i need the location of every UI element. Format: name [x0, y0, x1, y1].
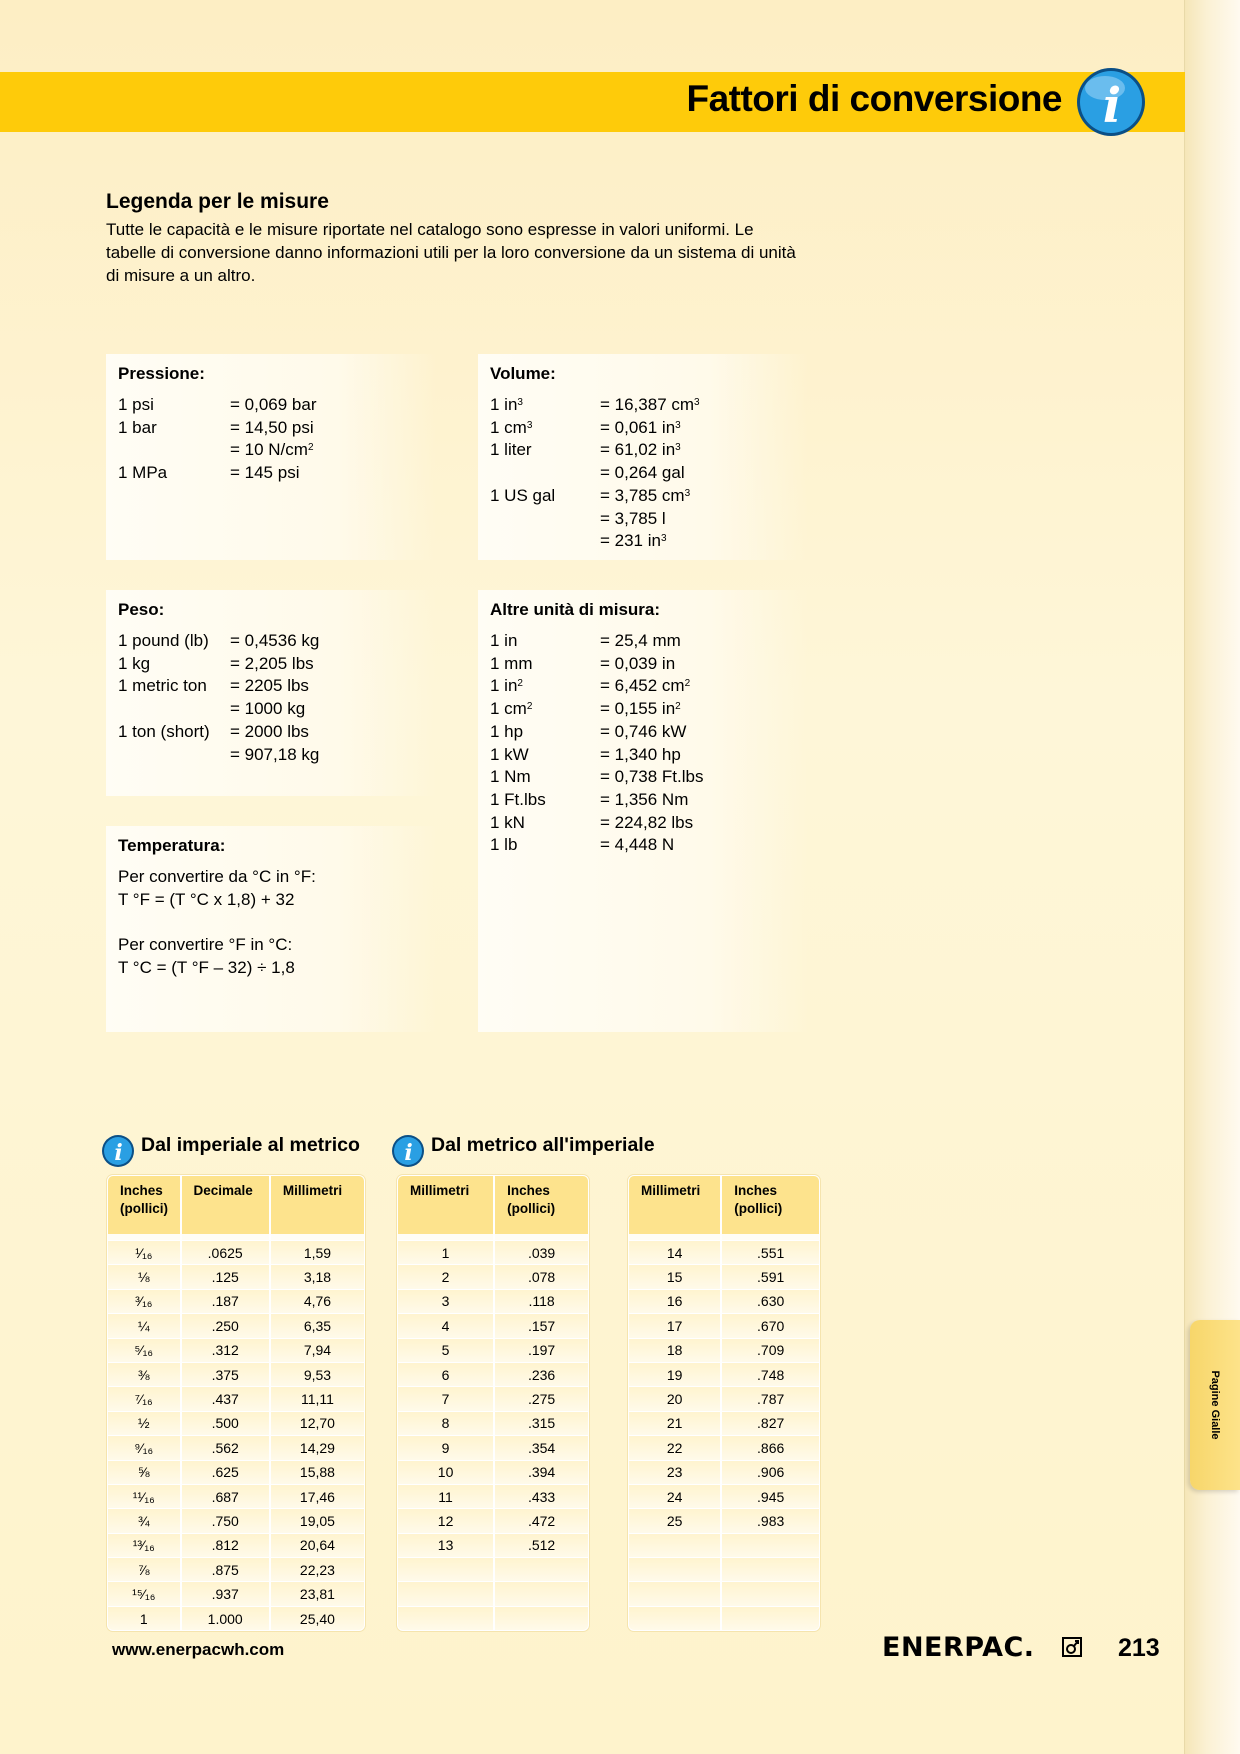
table-cell: 1.000: [182, 1606, 271, 1630]
table-cell: 18: [629, 1338, 722, 1362]
table-cell: 17,46: [271, 1484, 364, 1508]
unit-value: = 0,069 bar: [230, 395, 317, 414]
table-cell: .312: [182, 1338, 271, 1362]
table-cell: ¹¹⁄₁₆: [108, 1484, 182, 1508]
unit-value: = 3,785 $cm^3$: [600, 485, 691, 505]
volume-rows: [490, 394, 700, 553]
table-cell: 9: [398, 1435, 495, 1459]
table-cell: 7: [398, 1386, 495, 1410]
table-row: [108, 1581, 364, 1605]
unit-value: = 3,785 l: [600, 508, 666, 528]
unit-value: = 1,340 hp: [600, 744, 681, 764]
table-cell: .250: [182, 1313, 271, 1337]
table-cell: .591: [722, 1264, 819, 1288]
unit-label: 1 Nm: [490, 767, 531, 787]
table-cell: 24: [629, 1484, 722, 1508]
pressure-box: [106, 354, 436, 560]
table-cell: ³⁄₁₆: [108, 1289, 182, 1313]
conversion-row: [118, 394, 317, 417]
table-cell: ½: [108, 1411, 182, 1435]
table-row: [398, 1484, 588, 1508]
table-row: [629, 1338, 819, 1362]
table-cell: ⅞: [108, 1557, 182, 1581]
unit-value: = 0,746 kW: [600, 721, 687, 741]
table-cell: .039: [495, 1240, 588, 1264]
conversion-row: [490, 653, 703, 676]
table-cell: 8: [398, 1411, 495, 1435]
table-row: [108, 1338, 364, 1362]
table-row: [398, 1313, 588, 1337]
conversion-row: [118, 698, 319, 721]
pressure-title: Pressione:: [118, 364, 205, 383]
unit-value: = 2205 lbs: [230, 676, 309, 696]
conversion-row: [490, 698, 703, 721]
conversion-row: [490, 485, 700, 508]
table-cell: 23: [629, 1460, 722, 1484]
table-row: [629, 1313, 819, 1337]
conversion-row: [118, 721, 319, 744]
table-row: [629, 1289, 819, 1313]
table-cell: ⅛: [108, 1264, 182, 1288]
table-cell: ¹⁵⁄₁₆: [108, 1581, 182, 1605]
unit-value: = 145 psi: [230, 463, 300, 483]
table-cell: .437: [182, 1386, 271, 1410]
table-cell: .512: [495, 1533, 588, 1557]
table-row: [398, 1362, 588, 1386]
table-cell: 13: [398, 1533, 495, 1557]
conversion-row: [118, 744, 319, 767]
table-row: [108, 1484, 364, 1508]
table-row: [398, 1581, 588, 1605]
unit-label: 1 pound (lb): [118, 631, 209, 650]
side-tab[interactable]: [1190, 1320, 1240, 1490]
weight-rows: [118, 630, 319, 766]
unit-label: 1 liter: [490, 440, 532, 460]
volume-title: Volume:: [490, 364, 556, 383]
table-row: [108, 1313, 364, 1337]
table-row: [108, 1606, 364, 1630]
unit-label: 1 kg: [118, 653, 151, 673]
table-cell: .551: [722, 1240, 819, 1264]
table-cell: [722, 1606, 819, 1630]
page-number: 213: [1118, 1634, 1160, 1662]
table-cell: 11: [398, 1484, 495, 1508]
unit-label: [118, 744, 230, 767]
table-row: [398, 1606, 588, 1630]
table-cell: .078: [495, 1264, 588, 1288]
table-cell: .562: [182, 1435, 271, 1459]
table-row: [398, 1264, 588, 1288]
page-title: Fattori di conversione: [686, 78, 1062, 119]
unit-label: [118, 439, 230, 462]
table-cell: [722, 1557, 819, 1581]
table-cell: 19: [629, 1362, 722, 1386]
conversion-row: [490, 721, 703, 744]
table-cell: .118: [495, 1289, 588, 1313]
unit-value: = 10 $N/cm^2$: [230, 440, 314, 460]
table-row: [108, 1264, 364, 1288]
table-cell: 9,53: [271, 1362, 364, 1386]
table-row: [629, 1557, 819, 1581]
table-row: [398, 1289, 588, 1313]
unit-label: 1 lb: [490, 835, 518, 855]
table-row: [629, 1533, 819, 1557]
metric-to-imperial-table-1: [397, 1175, 589, 1631]
table-cell: .750: [182, 1508, 271, 1532]
table-cell: [629, 1581, 722, 1605]
conversion-row: [118, 675, 319, 698]
table-cell: .866: [722, 1435, 819, 1459]
unit-label: 1 $cm^3$: [490, 417, 533, 437]
table-cell: .748: [722, 1362, 819, 1386]
table-row: [398, 1411, 588, 1435]
table-cell: 4,76: [271, 1289, 364, 1313]
table-row: [108, 1460, 364, 1484]
unit-label: 1 Ft.lbs: [490, 789, 546, 809]
unit-label: 1 US gal: [490, 485, 556, 505]
pressure-rows: [118, 394, 317, 485]
unit-label: 1 mm: [490, 653, 533, 673]
info-icon: [391, 1134, 425, 1168]
svg-text:i: i: [1102, 78, 1122, 134]
unit-value: = 0,039 in: [600, 653, 676, 673]
logo-mark-icon: [1062, 1637, 1082, 1657]
table-cell: 12: [398, 1508, 495, 1532]
svg-text:i: i: [404, 1140, 413, 1166]
table-row: [629, 1386, 819, 1410]
table-cell: [398, 1557, 495, 1581]
unit-value: = 0,155 $in^2$: [600, 699, 681, 719]
table-row: [629, 1508, 819, 1532]
table-cell: .236: [495, 1362, 588, 1386]
conversion-row: [490, 744, 703, 767]
table-row: [629, 1606, 819, 1630]
unit-label: [490, 530, 600, 553]
conversion-row: [490, 812, 703, 835]
table-cell: 21: [629, 1411, 722, 1435]
unit-label: 1 in: [490, 631, 518, 650]
conversion-row: [118, 653, 319, 676]
table-cell: [495, 1606, 588, 1630]
table-cell: 16: [629, 1289, 722, 1313]
imperial-to-metric-table: [107, 1175, 365, 1631]
unit-label: [490, 462, 600, 485]
table-row: [108, 1362, 364, 1386]
table-row: [398, 1508, 588, 1532]
table-cell: 14: [629, 1240, 722, 1264]
table-cell: [722, 1581, 819, 1605]
unit-value: = 224,82 lbs: [600, 812, 694, 832]
unit-label: 1 metric ton: [118, 676, 207, 696]
table-cell: 2: [398, 1264, 495, 1288]
table-cell: [398, 1581, 495, 1605]
conversion-row: [490, 417, 700, 440]
table-row: [629, 1411, 819, 1435]
unit-value: = 0,738 Ft.lbs: [600, 767, 704, 787]
table-cell: .500: [182, 1411, 271, 1435]
unit-value: = 14,50 psi: [230, 417, 314, 437]
unit-value: = 907,18 kg: [230, 744, 320, 764]
table-row: [108, 1386, 364, 1410]
conversion-row: [490, 508, 700, 531]
table-cell: 6: [398, 1362, 495, 1386]
table-cell: 1: [108, 1606, 182, 1630]
conversion-row: [490, 766, 703, 789]
table-cell: .472: [495, 1508, 588, 1532]
table-cell: [629, 1557, 722, 1581]
column-header: Inches (pollici): [108, 1176, 182, 1234]
unit-label: [118, 698, 230, 721]
table-cell: 6,35: [271, 1313, 364, 1337]
table-cell: .275: [495, 1386, 588, 1410]
table-cell: 20,64: [271, 1533, 364, 1557]
table-row: [108, 1557, 364, 1581]
conversion-row: [490, 675, 703, 698]
table-cell: .787: [722, 1386, 819, 1410]
temperature-title: Temperatura:: [118, 836, 226, 855]
table-cell: [629, 1533, 722, 1557]
unit-label: [490, 508, 600, 531]
metric-to-imperial-table-2: [628, 1175, 820, 1631]
table-cell: 14,29: [271, 1435, 364, 1459]
table-row: [629, 1581, 819, 1605]
unit-value: = 2,205 lbs: [230, 653, 314, 673]
table-cell: 3,18: [271, 1264, 364, 1288]
unit-value: = 61,02 $in^3$: [600, 440, 681, 460]
table-cell: .937: [182, 1581, 271, 1605]
table-row: [398, 1460, 588, 1484]
unit-label: 1 bar: [118, 417, 157, 437]
table-cell: .630: [722, 1289, 819, 1313]
intro-text: Tutte le capacità e le misure riportate nel catalogo sono espresse in valori uniformi. Le tabelle di conversione danno informazioni utili per la loro conversione da un sistema di unità di misure a un altro.: [106, 220, 796, 285]
metric-to-imperial-title: Dal metrico all'imperiale: [431, 1134, 655, 1156]
unit-label: 1 $in^2$: [490, 676, 523, 696]
table-row: [108, 1508, 364, 1532]
table-cell: .945: [722, 1484, 819, 1508]
intro-title: Legenda per le misure: [106, 190, 329, 213]
unit-label: 1 psi: [118, 395, 154, 414]
table-cell: 20: [629, 1386, 722, 1410]
table-cell: 23,81: [271, 1581, 364, 1605]
table-cell: 7,94: [271, 1338, 364, 1362]
conversion-row: [118, 417, 317, 440]
table-cell: .187: [182, 1289, 271, 1313]
table-cell: 12,70: [271, 1411, 364, 1435]
unit-label: 1 ton (short): [118, 721, 210, 741]
table-cell: .394: [495, 1460, 588, 1484]
table-row: [629, 1435, 819, 1459]
table-cell: 19,05: [271, 1508, 364, 1532]
table-cell: 15,88: [271, 1460, 364, 1484]
temperature-text: Per convertire da °C in °F: T °F = (T °C x 1,8) + 32 Per convertire °F in °C: T °C = (T °F – 32) ÷ 1,8: [118, 867, 316, 977]
table-cell: .197: [495, 1338, 588, 1362]
table-cell: 4: [398, 1313, 495, 1337]
column-header: Millimetri: [271, 1176, 364, 1234]
table-cell: .670: [722, 1313, 819, 1337]
table-row: [108, 1289, 364, 1313]
table-row: [108, 1435, 364, 1459]
unit-value: = 2000 lbs: [230, 721, 309, 741]
table-row: [398, 1338, 588, 1362]
table-row: [629, 1484, 819, 1508]
table-cell: ⁷⁄₁₆: [108, 1386, 182, 1410]
table-cell: [398, 1606, 495, 1630]
table-row: [108, 1533, 364, 1557]
conversion-row: [118, 462, 317, 485]
conversion-row: [118, 630, 319, 653]
table-cell: ¹⁄₁₆: [108, 1240, 182, 1264]
unit-value: = 1000 kg: [230, 699, 306, 719]
unit-value: = 4,448 N: [600, 835, 675, 855]
conversion-row: [490, 834, 703, 857]
page-edge: [1184, 0, 1240, 1754]
unit-value: = 0,4536 kg: [230, 631, 320, 650]
table-cell: .0625: [182, 1240, 271, 1264]
conversion-row: [118, 439, 317, 462]
table-cell: ¹³⁄₁₆: [108, 1533, 182, 1557]
unit-value: = 16,387 $cm^3$: [600, 395, 700, 414]
table-cell: .375: [182, 1362, 271, 1386]
table-cell: .354: [495, 1435, 588, 1459]
conversion-row: [490, 394, 700, 417]
table-cell: ⁹⁄₁₆: [108, 1435, 182, 1459]
table-cell: .812: [182, 1533, 271, 1557]
table-cell: .687: [182, 1484, 271, 1508]
table-cell: 22,23: [271, 1557, 364, 1581]
conversion-row: [490, 530, 700, 553]
imperial-to-metric-title: Dal imperiale al metrico: [141, 1134, 360, 1156]
weight-title: Peso:: [118, 600, 165, 619]
table-row: [398, 1435, 588, 1459]
conversion-row: [490, 439, 700, 462]
unit-value: = 231 $in^3$: [600, 531, 667, 551]
table-cell: 15: [629, 1264, 722, 1288]
conversion-row: [490, 462, 700, 485]
unit-label: 1 $cm^2$: [490, 699, 533, 719]
table-cell: .433: [495, 1484, 588, 1508]
table-row: [629, 1460, 819, 1484]
table-cell: 25,40: [271, 1606, 364, 1630]
table-cell: 25: [629, 1508, 722, 1532]
unit-value: = 25,4 mm: [600, 631, 681, 650]
table-row: [629, 1264, 819, 1288]
unit-label: 1 $in^3$: [490, 395, 523, 414]
weight-box: [106, 590, 436, 796]
table-row: [398, 1386, 588, 1410]
table-cell: 17: [629, 1313, 722, 1337]
table-row: [629, 1240, 819, 1264]
unit-label: 1 hp: [490, 721, 524, 741]
table-cell: 10: [398, 1460, 495, 1484]
table-row: [398, 1533, 588, 1557]
unit-value: = 0,264 gal: [600, 463, 685, 483]
table-cell: .827: [722, 1411, 819, 1435]
other-units-rows: [490, 630, 703, 857]
table-cell: .625: [182, 1460, 271, 1484]
table-cell: .125: [182, 1264, 271, 1288]
unit-label: 1 kN: [490, 812, 525, 832]
column-header: Inches (pollici): [722, 1176, 819, 1234]
table-row: [108, 1240, 364, 1264]
unit-label: 1 MPa: [118, 463, 168, 483]
table-cell: 11,11: [271, 1386, 364, 1410]
table-cell: 5: [398, 1338, 495, 1362]
volume-box: [478, 354, 808, 560]
table-cell: [629, 1606, 722, 1630]
svg-text:i: i: [114, 1140, 123, 1166]
footer-url[interactable]: www.enerpacwh.com: [112, 1640, 285, 1659]
table-cell: [722, 1533, 819, 1557]
table-row: [629, 1362, 819, 1386]
table-cell: .315: [495, 1411, 588, 1435]
table-cell: ⁵⁄₁₆: [108, 1338, 182, 1362]
table-cell: 22: [629, 1435, 722, 1459]
table-cell: [495, 1557, 588, 1581]
table-cell: ¾: [108, 1508, 182, 1532]
table-cell: .709: [722, 1338, 819, 1362]
unit-value: = 1,356 Nm: [600, 789, 689, 809]
table-cell: .906: [722, 1460, 819, 1484]
side-tab-label: Pagine Gialle: [1209, 1370, 1221, 1440]
column-header: Millimetri: [398, 1176, 495, 1234]
conversion-row: [490, 789, 703, 812]
info-icon: [101, 1134, 135, 1168]
table-row: [398, 1557, 588, 1581]
table-cell: .875: [182, 1557, 271, 1581]
unit-value: = 0,061 $in^3$: [600, 417, 681, 437]
table-cell: 3: [398, 1289, 495, 1313]
enerpac-logo: ENERPAC.: [882, 1632, 1035, 1663]
table-cell: [495, 1581, 588, 1605]
table-row: [398, 1240, 588, 1264]
table-cell: ⅝: [108, 1460, 182, 1484]
table-cell: ¼: [108, 1313, 182, 1337]
unit-label: 1 kW: [490, 744, 529, 764]
column-header: Inches (pollici): [495, 1176, 588, 1234]
table-row: [108, 1411, 364, 1435]
column-header: Decimale: [182, 1176, 271, 1234]
temperature-box: [106, 826, 436, 1032]
unit-value: = 6,452 $cm^2$: [600, 676, 691, 696]
column-header: Millimetri: [629, 1176, 722, 1234]
table-cell: 1,59: [271, 1240, 364, 1264]
table-cell: .983: [722, 1508, 819, 1532]
conversion-row: [490, 630, 703, 653]
info-icon: [1075, 66, 1147, 138]
other-units-box: [478, 590, 808, 1032]
table-cell: 1: [398, 1240, 495, 1264]
table-cell: ⅜: [108, 1362, 182, 1386]
table-cell: .157: [495, 1313, 588, 1337]
other-units-title: Altre unità di misura:: [490, 600, 661, 619]
